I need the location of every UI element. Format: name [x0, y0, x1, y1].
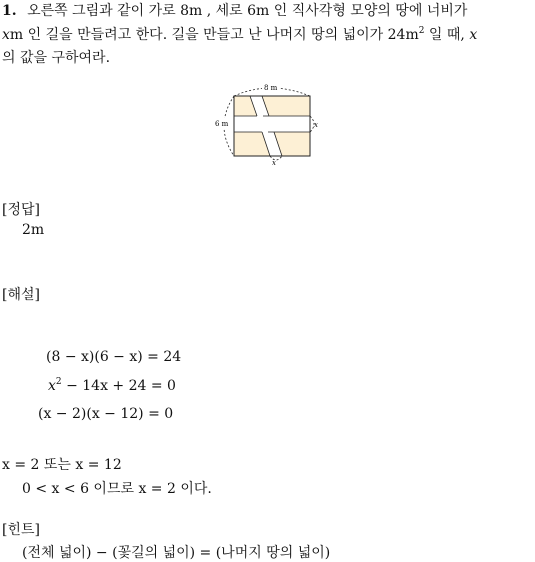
problem-var-x: x: [2, 27, 10, 43]
problem-number: 1.: [2, 3, 17, 19]
label-road-width-right: x: [314, 121, 318, 129]
land-figure: [210, 80, 330, 166]
problem-line-2: [2, 24, 477, 44]
hint-heading: [힌트]: [2, 522, 40, 538]
problem-line-1: [2, 0, 467, 20]
problem-var-x-2: x: [469, 27, 478, 43]
problem-sup-2: 2: [418, 26, 425, 36]
equation-2-x: x: [48, 378, 56, 394]
solution-heading: [해설]: [2, 287, 40, 303]
equation-2-sup: 2: [55, 377, 62, 387]
land-area-top: [234, 96, 310, 116]
equation-1: (8 − x)(6 − x) = 24: [46, 349, 182, 365]
equation-3: (x − 2)(x − 12) = 0: [38, 406, 174, 422]
problem-line-3: 의 값을 구하여라.: [2, 50, 111, 66]
problem-text-line-2: m 인 길을 만들려고 한다. 길을 만들고 난 나머지 땅의 넓이가 24m: [9, 27, 419, 43]
answer-heading: [정답]: [2, 202, 40, 218]
equation-2: [48, 378, 176, 394]
result-line-1: x = 2 또는 x = 12: [2, 457, 122, 473]
result-line-2: 0 < x < 6 이므로 x = 2 이다.: [22, 481, 212, 497]
equation-2-rest: − 14x + 24 = 0: [61, 378, 176, 394]
answer-value: 2m: [22, 222, 45, 238]
label-height: 6 m: [215, 120, 229, 128]
problem-text-line-2-tail: 일 때,: [424, 27, 470, 43]
problem-text-line-1: 오른쪽 그림과 같이 가로 8m , 세로 6m 인 직사각형 모양의 땅에 너비가: [27, 3, 468, 19]
label-road-width-bottom: x: [272, 159, 276, 166]
hint-text: (전체 넓이) − (꽃길의 넓이) = (나머지 땅의 넓이): [22, 545, 331, 561]
label-width: 8 m: [264, 84, 278, 92]
